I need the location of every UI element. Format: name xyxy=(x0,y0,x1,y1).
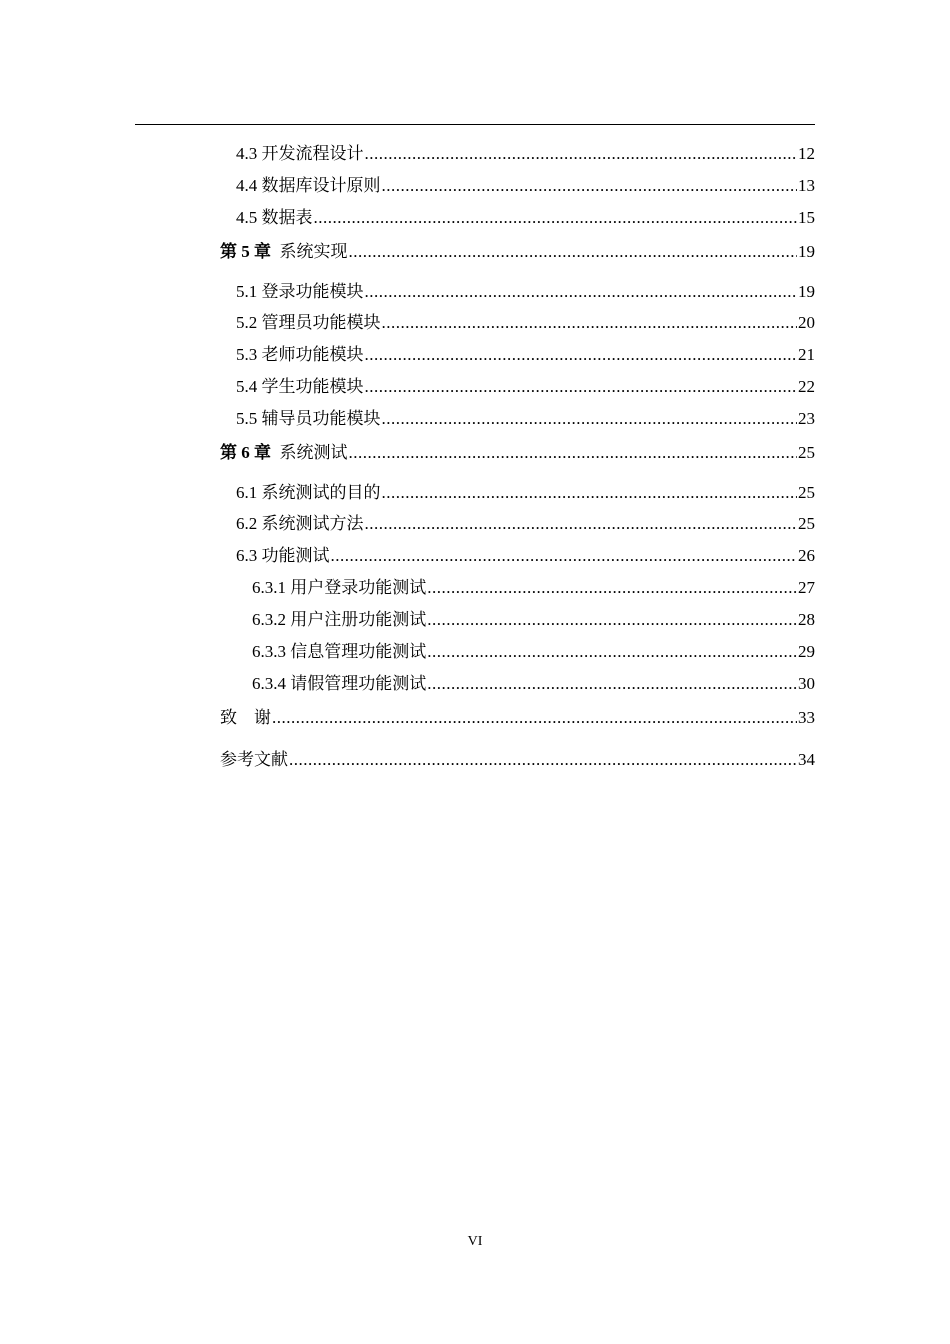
toc-entry-label: 4.5 数据表 xyxy=(236,208,313,227)
toc-entry-page: 15 xyxy=(798,208,815,227)
toc-entry[interactable] xyxy=(220,706,815,730)
toc-dot-leader xyxy=(314,206,798,230)
toc-entry[interactable] xyxy=(236,407,815,431)
toc-entry[interactable] xyxy=(220,748,815,772)
toc-entry-page: 19 xyxy=(798,282,815,301)
toc-entry-label: 6.3.1 用户登录功能测试 xyxy=(252,578,427,597)
toc-entry-page: 33 xyxy=(798,708,815,727)
toc-entry-label: 6.1 系统测试的目的 xyxy=(236,483,381,502)
toc-entry[interactable] xyxy=(236,206,815,230)
toc-chapter-entry[interactable] xyxy=(220,441,815,465)
toc-entry-page: 20 xyxy=(798,313,815,332)
toc-dot-leader xyxy=(289,748,797,772)
toc-chapter-title: 系统测试 xyxy=(279,443,348,462)
toc-entry-label: 5.3 老师功能模块 xyxy=(236,345,364,364)
toc-entry-page: 27 xyxy=(798,578,815,597)
toc-entry-page: 12 xyxy=(798,144,815,163)
toc-dot-leader xyxy=(382,174,798,198)
footer-page-number: VI xyxy=(467,1234,483,1249)
toc-chapter-entry[interactable] xyxy=(220,240,815,264)
toc-dot-leader xyxy=(365,512,798,536)
toc-entry[interactable] xyxy=(236,142,815,166)
toc-entry-label: 6.2 系统测试方法 xyxy=(236,514,364,533)
toc-entry[interactable] xyxy=(252,608,815,632)
toc-entry-page: 25 xyxy=(798,443,815,462)
toc-entry-label: 5.5 辅导员功能模块 xyxy=(236,409,381,428)
toc-entry[interactable] xyxy=(236,343,815,367)
toc-entry-label: 5.2 管理员功能模块 xyxy=(236,313,381,332)
toc-entry-page: 30 xyxy=(798,674,815,693)
toc-entry-page: 23 xyxy=(798,409,815,428)
toc-dot-leader xyxy=(382,407,798,431)
toc-entry-label: 6.3 功能测试 xyxy=(236,546,330,565)
toc-entry-page: 34 xyxy=(798,750,815,769)
toc-dot-leader xyxy=(427,608,797,632)
toc-dot-leader xyxy=(331,544,798,568)
toc-dot-leader xyxy=(365,343,798,367)
toc-entry-page: 29 xyxy=(798,642,815,661)
toc-dot-leader xyxy=(349,441,798,465)
toc-entry-label: 6.3.4 请假管理功能测试 xyxy=(252,674,427,693)
toc-entry-label: 6.3.3 信息管理功能测试 xyxy=(252,642,427,661)
toc-dot-leader xyxy=(382,311,798,335)
toc-entry-page: 13 xyxy=(798,176,815,195)
toc-entry[interactable] xyxy=(236,280,815,304)
toc-entry-label: 5.4 学生功能模块 xyxy=(236,377,364,396)
toc-dot-leader xyxy=(365,375,798,399)
toc-dot-leader xyxy=(365,142,798,166)
toc-dot-leader xyxy=(349,240,798,264)
toc-entry[interactable] xyxy=(252,672,815,696)
toc-entry-label: 4.3 开发流程设计 xyxy=(236,144,364,163)
toc-entry-page: 28 xyxy=(798,610,815,629)
toc-entry-page: 19 xyxy=(798,242,815,261)
toc-dot-leader xyxy=(427,640,797,664)
toc-entry[interactable] xyxy=(236,375,815,399)
toc-chapter-title: 系统实现 xyxy=(279,242,348,261)
toc-entry-page: 25 xyxy=(798,514,815,533)
toc-entry-page: 21 xyxy=(798,345,815,364)
toc-dot-leader xyxy=(427,576,797,600)
toc-entry[interactable] xyxy=(236,174,815,198)
toc-entry-label: 参考文献 xyxy=(220,750,288,769)
toc-entry-label: 6.3.2 用户注册功能测试 xyxy=(252,610,427,629)
toc-dot-leader xyxy=(272,706,797,730)
toc-entry[interactable] xyxy=(236,311,815,335)
toc-entry[interactable] xyxy=(236,544,815,568)
toc-entry[interactable] xyxy=(252,576,815,600)
toc-chapter-label xyxy=(220,240,348,264)
toc-entry-page: 22 xyxy=(798,377,815,396)
toc-dot-leader xyxy=(427,672,797,696)
toc-entry-page: 25 xyxy=(798,483,815,502)
toc-dot-leader xyxy=(382,481,798,505)
toc-entry-label: 致 谢 xyxy=(220,708,271,727)
toc-chapter-number: 第 6 章 xyxy=(220,443,271,462)
toc-entry[interactable] xyxy=(252,640,815,664)
toc-entry-page: 26 xyxy=(798,546,815,565)
toc-entry[interactable] xyxy=(236,481,815,505)
toc-entry-label: 4.4 数据库设计原则 xyxy=(236,176,381,195)
toc-dot-leader xyxy=(365,280,798,304)
toc-chapter-number: 第 5 章 xyxy=(220,242,271,261)
toc-chapter-label xyxy=(220,441,348,465)
toc-entry-label: 5.1 登录功能模块 xyxy=(236,282,364,301)
toc-entry[interactable] xyxy=(236,512,815,536)
